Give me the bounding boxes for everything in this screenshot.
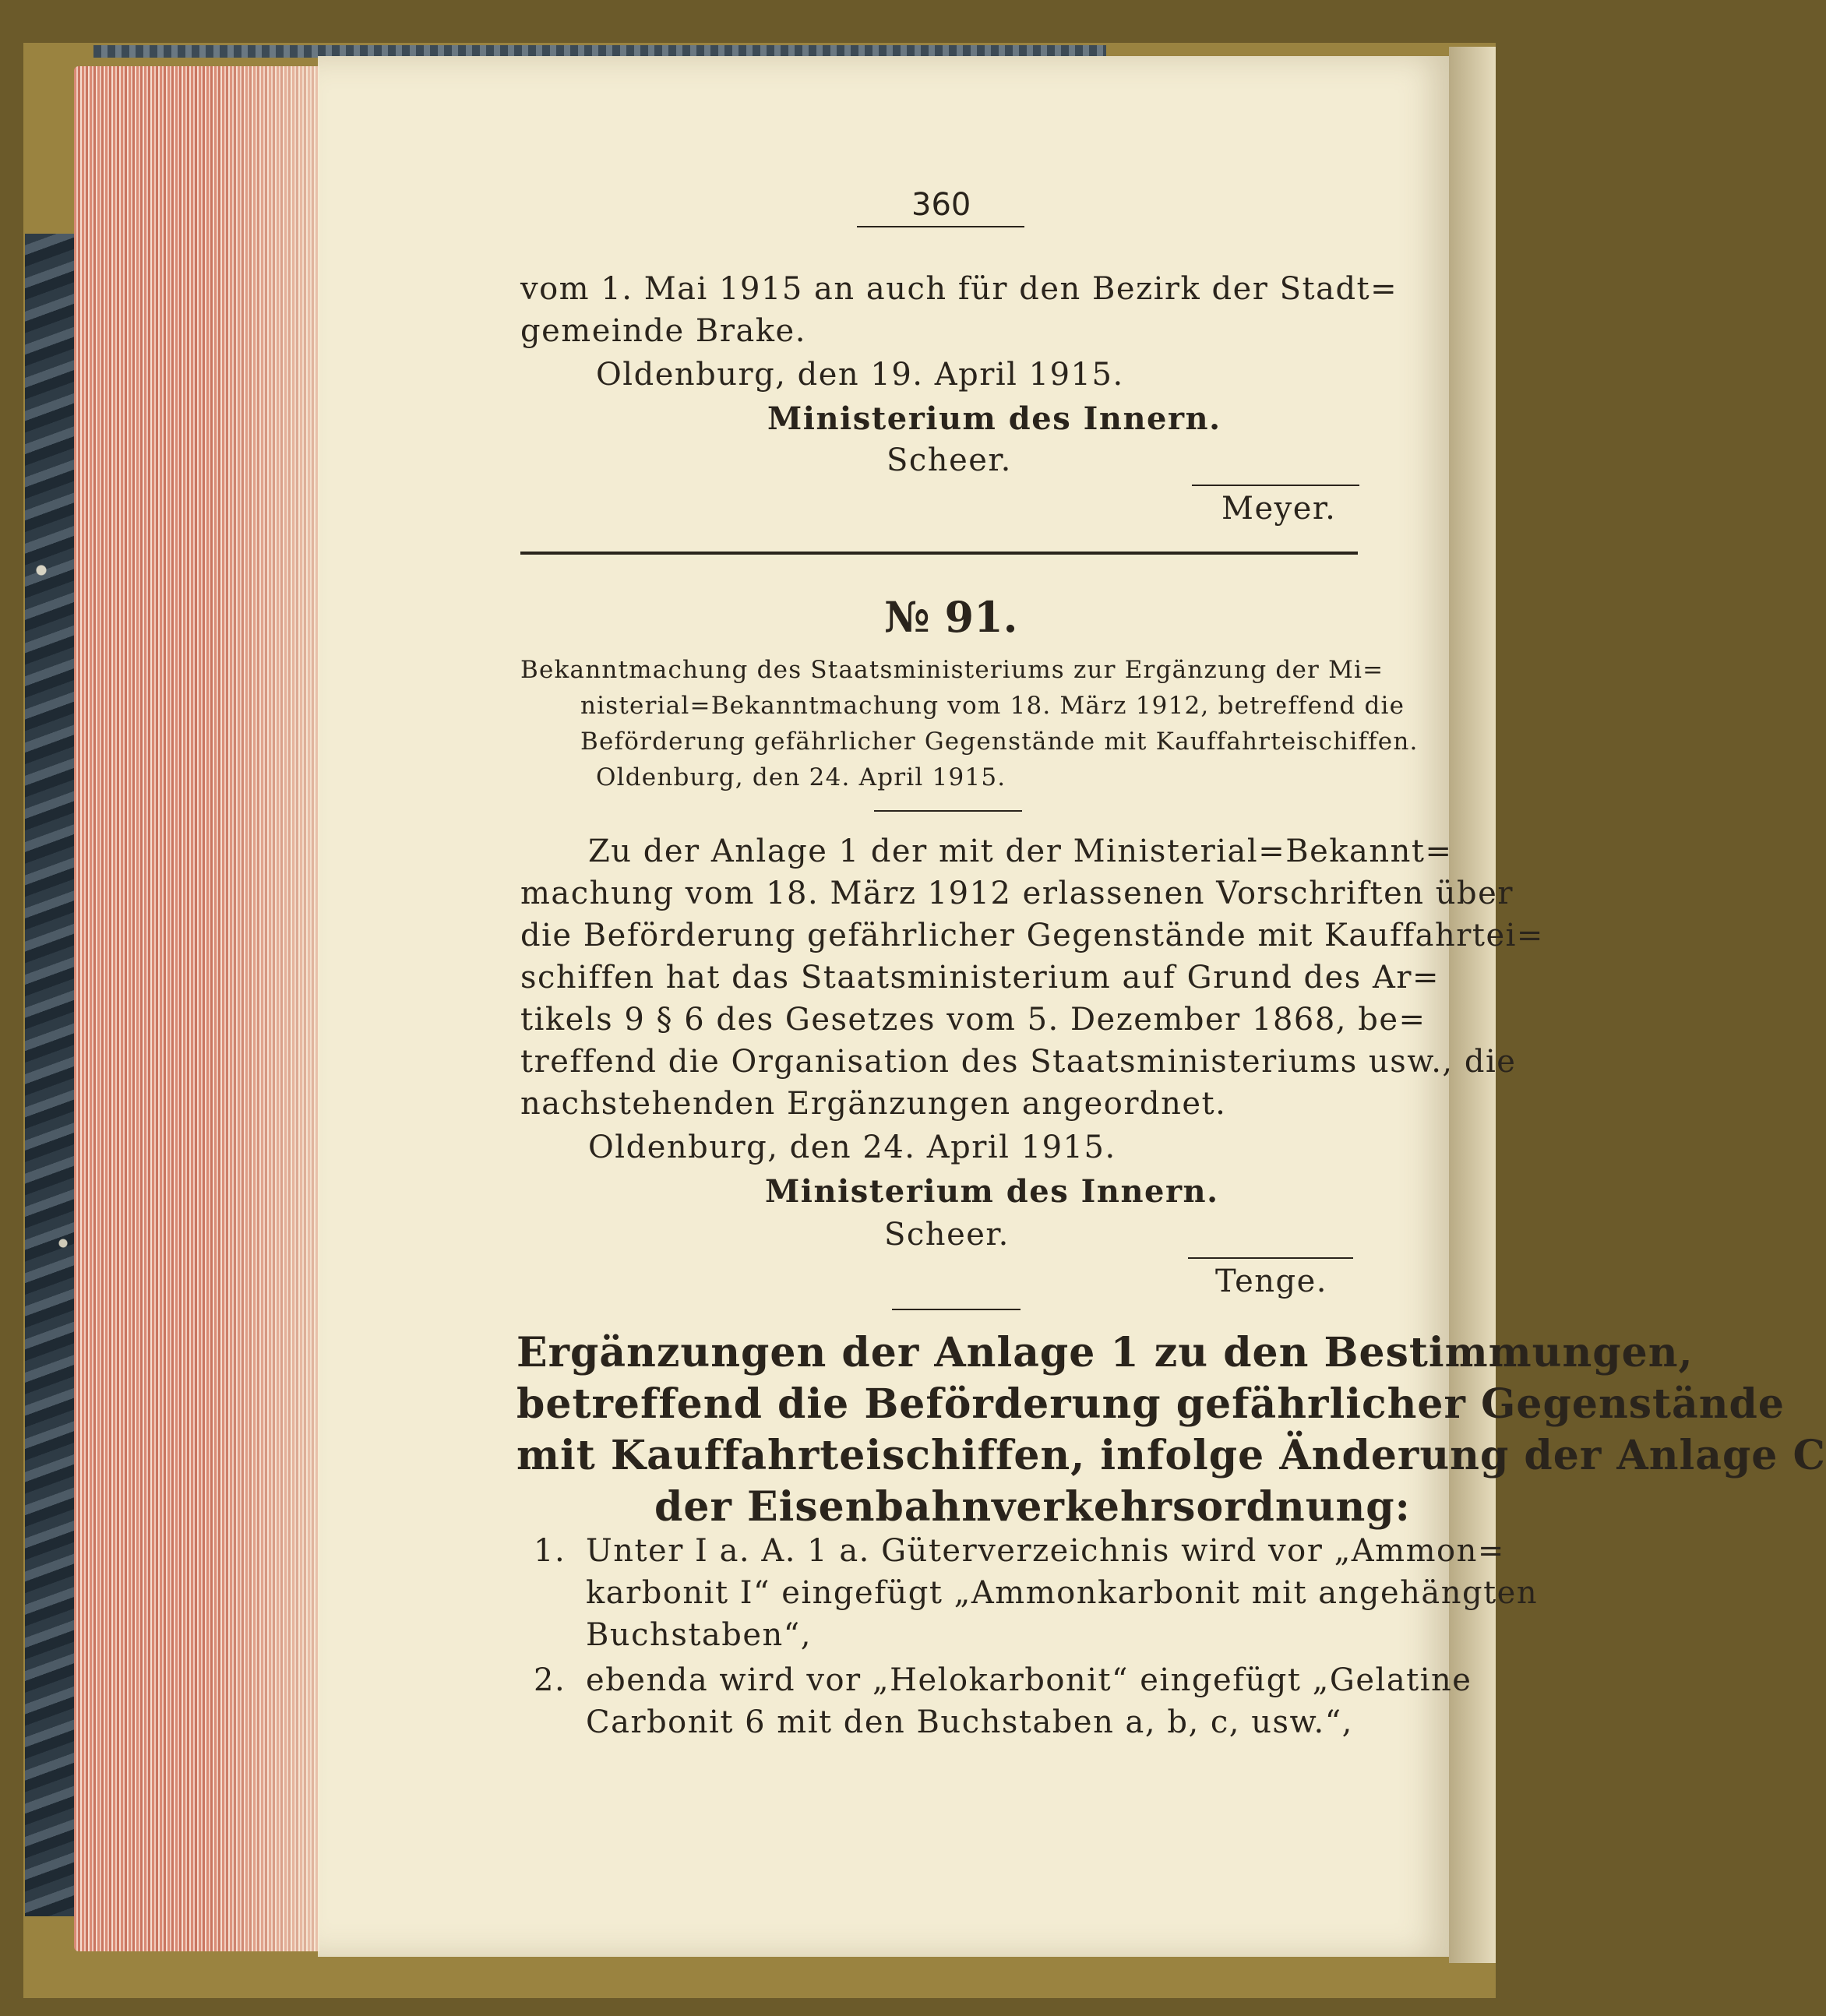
notice-signer: Scheer.	[884, 1217, 1010, 1253]
notice-body-line-1: Zu der Anlage 1 der mit der Ministerial=Bekannt=	[588, 834, 1453, 869]
notice-title-line-1: Bekanntmachung des Staatsministeriums zur Ergänzung der Mi=	[520, 656, 1384, 684]
supplement-rule	[892, 1309, 1021, 1310]
item-2-line-1: ebenda wird vor „Helokarbonit“ eingefügt „Gelatine	[586, 1662, 1472, 1698]
notice-body-line-3: die Beförderung gefährlicher Gegenstände mit Kauffahrtei=	[520, 918, 1544, 953]
supplement-heading-line-1: Ergänzungen der Anlage 1 zu den Bestimmungen,	[516, 1329, 1694, 1376]
title-rule	[874, 810, 1022, 812]
page-number: 360	[911, 187, 971, 223]
page-number-rule	[857, 226, 1024, 227]
item-2-line-2: Carbonit 6 mit den Buchstaben a, b, c, usw.“,	[586, 1704, 1353, 1740]
notice-title-date: Oldenburg, den 24. April 1915.	[596, 763, 1006, 791]
supplement-heading-line-2: betreffend die Beförderung gefährlicher Gegenstände	[516, 1380, 1785, 1428]
notice-body-line-2: machung vom 18. März 1912 erlassenen Vorschriften über	[520, 876, 1514, 911]
item-2-number: 2.	[534, 1662, 566, 1698]
notice-body-line-6: treffend die Organisation des Staatsministeriums usw., die	[520, 1044, 1517, 1080]
item-1-line-1: Unter I a. A. 1 a. Güterverzeichnis wird vor „Ammon=	[586, 1533, 1505, 1569]
notice-number: № 91.	[884, 592, 1018, 642]
notice-body-line-4: schiffen hat das Staatsministerium auf Grund des Ar=	[520, 960, 1440, 996]
item-1-number: 1.	[534, 1533, 566, 1569]
prev-countersign: Meyer.	[1221, 491, 1337, 527]
notice-body-line-5: tikels 9 § 6 des Gesetzes vom 5. Dezember 1868, be=	[520, 1002, 1426, 1038]
prev-line-2: gemeinde Brake.	[520, 313, 806, 349]
notice-title-line-2: nisterial=Bekanntmachung vom 18. März 1912, betreffend die	[580, 692, 1405, 720]
prev-ministry: Ministerium des Innern.	[767, 400, 1221, 437]
countersign-rule	[1192, 485, 1359, 486]
item-1-line-2: karbonit I“ eingefügt „Ammonkarbonit mit angehängten	[586, 1575, 1539, 1611]
prev-signer: Scheer.	[887, 442, 1012, 478]
item-1-line-3: Buchstaben“,	[586, 1617, 812, 1653]
notice-title-line-3: Beförderung gefährlicher Gegenstände mit Kauffahrteischiffen.	[580, 728, 1419, 756]
supplement-heading-line-3: mit Kauffahrteischiffen, infolge Änderung der Anlage C	[516, 1432, 1826, 1479]
prev-place-date: Oldenburg, den 19. April 1915.	[596, 357, 1124, 393]
section-separator	[520, 552, 1358, 555]
supplement-heading-line-4: der Eisenbahnverkehrsordnung:	[654, 1483, 1411, 1531]
countersign-rule-2	[1188, 1257, 1353, 1259]
notice-place-date: Oldenburg, den 24. April 1915.	[588, 1130, 1116, 1165]
notice-countersign: Tenge.	[1215, 1264, 1327, 1299]
prev-line-1: vom 1. Mai 1915 an auch für den Bezirk der Stadt=	[520, 271, 1398, 307]
notice-ministry: Ministerium des Innern.	[765, 1173, 1219, 1210]
notice-body-line-7: nachstehenden Ergänzungen angeordnet.	[520, 1086, 1227, 1122]
